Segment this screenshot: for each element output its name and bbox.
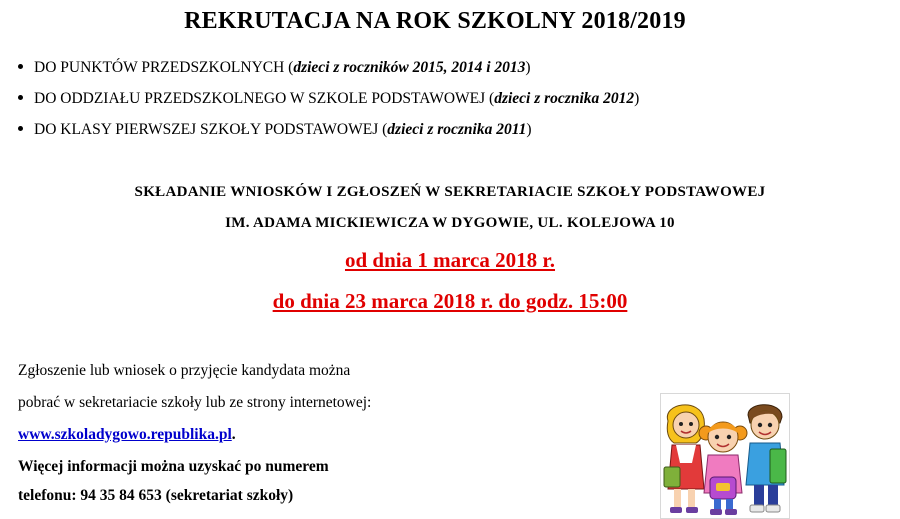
bullet-icon bbox=[18, 64, 23, 69]
info-line-2: pobrać w sekretariacie szkoły lub ze strony internetowej: bbox=[18, 394, 372, 411]
submission-line-2: IM. ADAMA MICKIEWICZA W DYGOWIE, UL. KOLEJOWA 10 bbox=[225, 215, 675, 231]
recruitment-list bbox=[18, 56, 639, 149]
submission-line-1: SKŁADANIE WNIOSKÓW I ZGŁOSZEŃ W SEKRETARIACIE SZKOŁY PODSTAWOWEJ bbox=[134, 184, 766, 200]
list-item: DO PUNKTÓW PRZEDSZKOLNYCH (dzieci z roczników 2015, 2014 i 2013) bbox=[18, 56, 639, 87]
list-item: DO KLASY PIERWSZEJ SZKOŁY PODSTAWOWEJ (dzieci z rocznika 2011) bbox=[18, 118, 639, 149]
info-link-line: www.szkoladygowo.republika.pl. bbox=[18, 426, 236, 443]
page-title: REKRUTACJA NA ROK SZKOLNY 2018/2019 bbox=[184, 8, 686, 34]
bullet-icon bbox=[18, 126, 23, 131]
children-illustration bbox=[660, 393, 790, 519]
info-line-4: Więcej informacji można uzyskać po numerem bbox=[18, 458, 329, 475]
info-line-5: telefonu: 94 35 84 653 (sekretariat szkoły) bbox=[18, 487, 294, 504]
date-to: do dnia 23 marca 2018 r. do godz. 15:00 bbox=[272, 289, 628, 313]
website-link[interactable]: www.szkoladygowo.republika.pl bbox=[18, 426, 232, 443]
info-line-1: Zgłoszenie lub wniosek o przyjęcie kandydata można bbox=[18, 362, 351, 379]
boy-right-figure bbox=[746, 405, 786, 512]
girl-left-figure bbox=[664, 405, 704, 513]
girl-middle-figure bbox=[699, 422, 747, 515]
bullet-icon bbox=[18, 95, 23, 100]
list-item: DO ODDZIAŁU PRZEDSZKOLNEGO W SZKOLE PODSTAWOWEJ (dzieci z rocznika 2012) bbox=[18, 87, 639, 118]
date-from: od dnia 1 marca 2018 r. bbox=[344, 248, 556, 272]
